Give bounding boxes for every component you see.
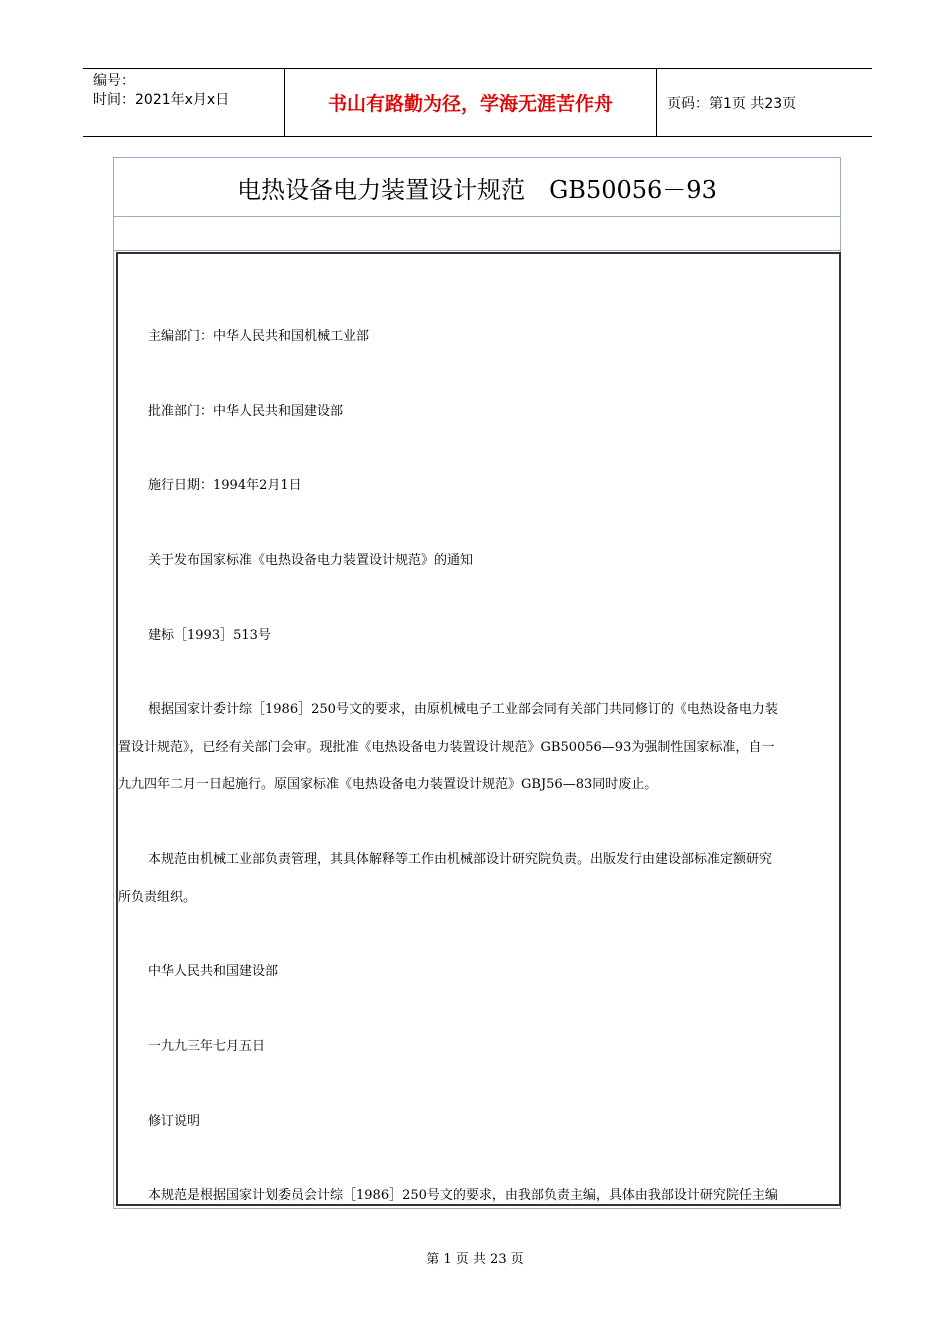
number-label: 编号： — [93, 73, 135, 89]
paragraph-line: 置设计规范》，已经有关部门会审。现批准《电热设备电力装置设计规范》GB50056—93为强制性国家标准，自一 — [118, 740, 775, 755]
header-divider — [656, 69, 657, 136]
header-motto: 书山有路勤为径，学海无涯苦作舟 — [327, 93, 613, 115]
paragraph-line: 九九四年二月一日起施行。原国家标准《电热设备电力装置设计规范》GBJ56—83同时废止。 — [118, 777, 658, 792]
issue-date-line: 一九九三年七月五日 — [148, 1039, 266, 1054]
chief-editor-line: 主编部门：中华人民共和国机械工业部 — [148, 329, 370, 344]
effective-date-line: 施行日期：1994年2月1日 — [148, 478, 302, 493]
document-title: 电热设备电力装置设计规范 GB50056－93 — [114, 158, 840, 217]
header-meta — [83, 69, 283, 136]
document-header — [83, 68, 872, 137]
approval-line: 批准部门：中华人民共和国建设部 — [148, 404, 344, 419]
issuer-line: 中华人民共和国建设部 — [148, 964, 279, 979]
paragraph-line: 本规范是根据国家计划委员会计综［1986］250号文的要求，由我部负责主编，具体由我部设计研究院任主编 — [148, 1188, 778, 1203]
time-label: 时间：2021年x月x日 — [93, 92, 230, 108]
empty-row — [114, 216, 840, 251]
notice-number: 建标［1993］513号 — [148, 628, 271, 643]
notice-title: 关于发布国家标准《电热设备电力装置设计规范》的通知 — [148, 553, 474, 568]
paragraph-line: 本规范由机械工业部负责管理，其具体解释等工作由机械部设计研究院负责。出版发行由建设部标准定额研究 — [148, 852, 773, 867]
header-page-info: 页码：第1页 共23页 — [667, 96, 797, 112]
document-body — [116, 252, 841, 1206]
section-heading: 修订说明 — [148, 1114, 201, 1129]
paragraph-line: 根据国家计委计综［1986］250号文的要求，由原机械电子工业部会同有关部门共同修订的《电热设备电力装 — [148, 702, 778, 717]
page-footer: 第 1 页 共 23 页 — [426, 1252, 524, 1267]
paragraph-line: 所负责组织。 — [118, 890, 197, 905]
